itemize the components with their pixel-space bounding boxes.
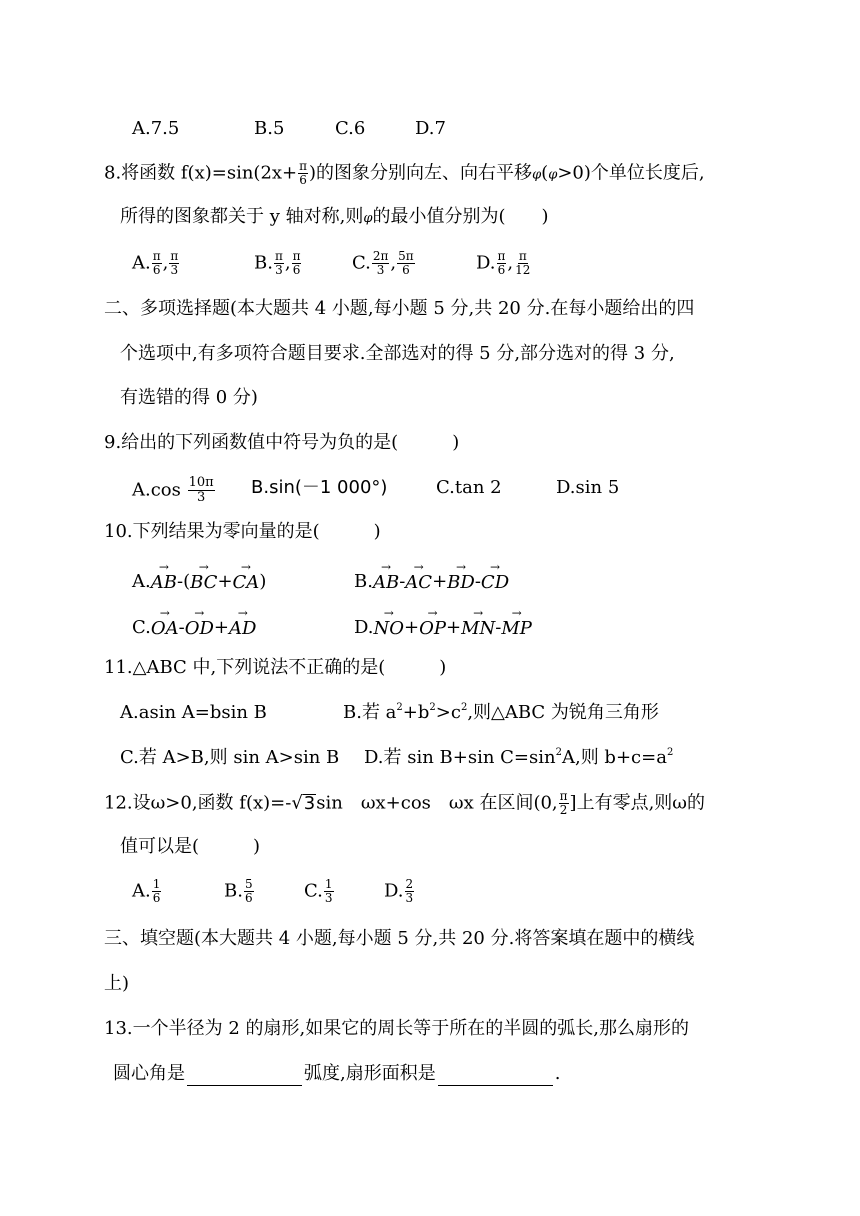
q9-option-d: D.sin 5: [556, 477, 620, 498]
q10-option-d: D. → NO + → OP + → MN - → MP: [354, 606, 532, 639]
q7-option-c: C.6: [335, 118, 366, 139]
q13-blank-angle[interactable]: [187, 1065, 302, 1086]
q9-option-c: C.tan 2: [436, 477, 502, 498]
q9-option-b: B.sin(－1 000°): [251, 477, 388, 498]
q13-stem-line2: 圆心角是 弧度,扇形面积是 .: [113, 1063, 561, 1084]
section3-header-line1: 三、填空题(本大题共 4 小题,每小题 5 分,共 20 分.将答案填在题中的横线: [104, 928, 695, 949]
q11-option-a: A.asin A=bsin B: [120, 702, 267, 723]
q11-option-d: D.若 sin B+sin $C=\sin^2A$,则 $b+c=a^2$: [364, 747, 674, 768]
q8-stem-line2: 所得的图象都关于 y 轴对称,则φ的最小值分别为( ): [120, 206, 549, 227]
section2-header-line3: 有选错的得 0 分): [120, 387, 258, 408]
q13-stem-line1: 13.一个半径为 2 的扇形,如果它的周长等于所在的半圆的弧长,那么扇形的: [104, 1018, 689, 1039]
q7-option-a: A.7.5: [132, 118, 180, 139]
q8-option-c: C. $\frac{2\pi}{3}$ , $\frac{5\pi}{6}$: [352, 249, 414, 277]
q12-option-a: A. $\frac{1}{6}$: [132, 877, 161, 905]
q11-stem: 11.△ABC 中,下列说法不正确的是( ): [104, 657, 447, 678]
q9-option-a: A.cos $\frac{10\pi}{3}$: [132, 475, 214, 505]
q11-option-b: B.若 $a^2+b^2>c^2$,则△ABC 为锐角三角形: [343, 702, 659, 723]
section2-header-line1: 二、多项选择题(本大题共 4 小题,每小题 5 分,共 20 分.在每小题给出的四: [104, 298, 695, 319]
q12-option-c: C. $\frac{1}{3}$: [304, 877, 333, 905]
q10-option-c: C. → OA - → OD + → AD: [132, 606, 257, 639]
q12-stem-line2: 值可以是( ): [120, 836, 261, 857]
q8-option-b: B. $\frac{\pi}{3}$ , $\frac{\pi}{6}$: [254, 249, 301, 277]
section2-header-line2: 个选项中,有多项符合题目要求.全部选对的得 5 分,部分选对的得 3 分,: [120, 343, 675, 364]
q12-stem-line1: 12.设ω>0,函数 f(x)=-√3sin ωx+cos ωx 在区间(0, $\frac{\pi}{2}$ ]上有零点,则ω的: [104, 789, 705, 817]
q10-stem: 10.下列结果为零向量的是( ): [104, 521, 381, 542]
q8-option-d: D. $\frac{\pi}{6}$ , $\frac{\pi}{12}$: [476, 249, 531, 277]
q12-option-b: B. $\frac{5}{6}$: [224, 877, 253, 905]
section3-header-line2: 上): [104, 973, 130, 994]
q8-stem-line1: 8.将函数 f(x)=sin(2x+ $\frac{\pi}{6}$ )的图象分别向左、向右平移φ(φ>0)个单位长度后,: [104, 159, 705, 187]
q12-option-d: D. $\frac{2}{3}$: [384, 877, 414, 905]
q11-option-c: C.若 A>B,则 sin A>sin B: [120, 747, 340, 768]
q8-option-a: A. $\frac{\pi}{6}$ , $\frac{\pi}{3}$: [132, 249, 179, 277]
q8-frac: $\frac{\pi}{6}$: [299, 159, 308, 187]
q7-option-b: B.5: [254, 118, 285, 139]
q9-stem: 9.给出的下列函数值中符号为负的是( ): [104, 432, 460, 453]
q13-blank-area[interactable]: [438, 1065, 553, 1086]
q10-option-b: B. → AB - → AC + → BD - → CD: [354, 560, 510, 593]
q7-option-d: D.7: [415, 118, 446, 139]
q10-option-a: A. → AB -( → BC + → CA ): [132, 560, 267, 593]
